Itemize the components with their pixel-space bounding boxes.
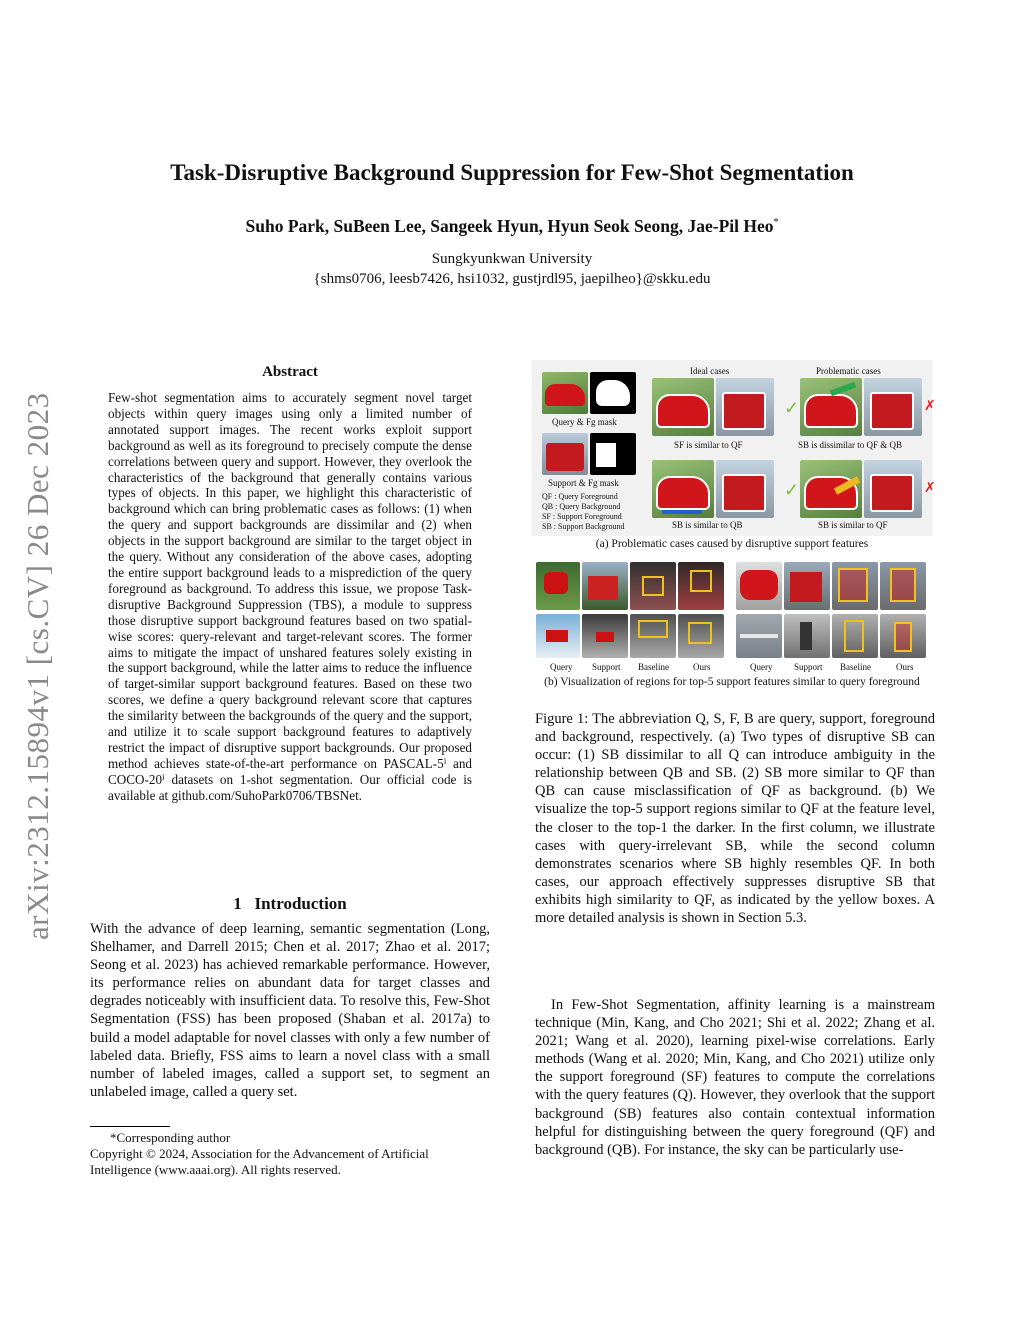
panel-b-thumbnail xyxy=(678,562,724,610)
ideal-query-image xyxy=(652,460,714,518)
problem-query-image xyxy=(800,460,862,518)
ideal-support-image xyxy=(716,378,774,436)
figure-1 xyxy=(532,360,936,696)
introduction-body: With the advance of deep learning, semantic segmentation (Long, Shelhamer, and Darrell 2015; Chen et al. 2017; Zhao et al. 2017; Seong et al. 2023) has achieved remarkable performance. However, its performance relies on abundant data for target classes and degrades noticeably with insufficient data. To resolve this, Few-Shot Segmentation (FSS) has been proposed (Shaban et al. 2017a) to build a model adaptable for novel classes with only a few number of labeled data. Briefly, FSS aims to learn a novel class with a small number of labeled images, called a support set, to segment an unlabeled image, called a query set. xyxy=(90,921,490,1100)
column-label: Baseline xyxy=(638,662,669,672)
figure-caption-b: (b) Visualization of regions for top-5 support features similar to query foreground xyxy=(544,676,920,688)
abbreviation-legend xyxy=(542,492,624,532)
check-icon: ✓ xyxy=(784,480,800,500)
panel-b-thumbnail xyxy=(536,614,580,658)
corresponding-mark: * xyxy=(773,217,779,229)
query-image xyxy=(542,372,588,414)
panel-b-thumbnail xyxy=(736,614,782,658)
support-image xyxy=(542,433,588,475)
figure-1-caption: Figure 1: The abbreviation Q, S, F, B are query, support, foreground and background, respectively. (a) Two types of disruptive SB can occur: (1) SB dissimilar to all Q can introduce ambiguity in the relationship between QB and SB. (2) SB more similar to QF than QB can cause misclassification of QF as background. (b) We visualize the top-5 support regions similar to QF at the feature level, the closer to the top-1 the darker. In the first column, we illustrate cases with query-irrelevant SB, while the second column demonstrates scenarios where SB highly resembles QF. In both cases, our approach effectively suppresses disruptive SB that exhibits high similarity to QF, as indicated by the yellow boxes. A more detailed analysis is shown in Section 5.3. xyxy=(535,711,935,927)
support-mask-label: Support & Fg mask xyxy=(548,478,619,488)
legend-item: SB : Support Background xyxy=(542,522,625,531)
section-number: 1 xyxy=(233,894,242,913)
panel-b-thumbnail xyxy=(582,614,628,658)
query-mask-label: Query & Fg mask xyxy=(552,417,617,427)
column-label: Support xyxy=(794,662,823,672)
support-mask xyxy=(590,433,636,475)
panel-b-thumbnail xyxy=(784,614,830,658)
problem-support-image xyxy=(864,460,922,518)
legend-item: SF : Support Foreground xyxy=(542,512,622,521)
problem-query-image xyxy=(800,378,862,436)
panel-b-thumbnail xyxy=(880,614,926,658)
right-column-body: In Few-Shot Segmentation, affinity learning is a mainstream technique (Min, Kang, and Cho 2021; Shi et al. 2022; Zhang et al. 2021; Wang et al. 2020), learning pixel-wise correlations. Early methods (Wang et al. 2020; Min, Kang, and Cho 2021) utilize only the support foreground (SF) features to compute the correlations with the query features (Q). However, they overlook that the support background (SB) features also contain contextual information helpful for distinguishing between the query foreground (QF) and background (QB). For instance, the sky can be particularly use- xyxy=(535,997,935,1158)
panel-b-thumbnail xyxy=(536,562,580,610)
panel-b-thumbnail xyxy=(832,562,878,610)
author-emails: {shms0706, leesb7426, hsi1032, gustjrdl95, jaepilheo}@skku.edu xyxy=(313,271,711,287)
abstract-body: Few-shot segmentation aims to accurately segment novel target objects within query images using only a limited number of annotated support images. The recent works exploit support background as well as its foreground to precisely compute the dense correlations between query and support. However, they overlook the characteristics of the background that generally contains various types of objects. In this paper, we highlight this characteristic of background which can bring problematic cases as follows: (1) when the query and support backgrounds are dissimilar and (2) when objects in the support background are similar to the target object in the query. Without any consideration of the above cases, adopting the entire support background leads to a misprediction of the query foreground as background. To address this issue, we propose Task-disruptive Background Suppression (TBS), a module to suppress those disruptive support background features based on two spatial-wise scores: query-relevant and target-relevant scores. The former aims to mitigate the impact of unshared features solely existing in the support background, while the latter aims to reduce the influence of target-similar support background features. Based on these two scores, we define a query background relevant score that captures the similarity between the backgrounds of the query and the support, and utilize it to scale support background features to adaptively restrict the impact of disruptive support backgrounds. Our proposed method achieves state-of-the-art performance on PASCAL-5ⁱ and COCO-20ⁱ datasets on 1-shot segmentation. Our official code is available at github.com/SuhoPark0706/TBSNet. xyxy=(108,390,472,803)
author-list xyxy=(0,216,1024,237)
panel-b-thumbnail xyxy=(582,562,628,610)
column-label: Ours xyxy=(693,662,711,672)
column-label: Support xyxy=(592,662,621,672)
panel-b-thumbnail xyxy=(736,562,782,610)
panel-b-thumbnail xyxy=(832,614,878,658)
case-label: SB is similar to QB xyxy=(672,520,743,530)
footnote-rule xyxy=(90,1126,170,1127)
case-label: SB is dissimilar to QF & QB xyxy=(798,440,903,450)
paper-title: Task-Disruptive Background Suppression for Few-Shot Segmentation xyxy=(170,160,854,185)
figure-panel-a xyxy=(532,360,936,536)
check-icon: ✓ xyxy=(784,398,800,418)
panel-b-thumbnail xyxy=(784,562,830,610)
affiliation-block xyxy=(0,249,1024,289)
ideal-support-image xyxy=(716,460,774,518)
column-label: Query xyxy=(750,662,773,672)
problem-support-image xyxy=(864,378,922,436)
section-title: Introduction xyxy=(254,894,347,913)
arxiv-identifier: arXiv:2312.15894v1 [cs.CV] 26 Dec 2023 xyxy=(20,392,55,940)
footnote-block xyxy=(90,1130,490,1178)
problematic-cases-label: Problematic cases xyxy=(816,366,881,376)
cross-icon: ✗ xyxy=(924,481,936,496)
case-label: SF is similar to QF xyxy=(674,440,743,450)
ideal-query-image xyxy=(652,378,714,436)
ideal-cases-label: Ideal cases xyxy=(690,366,730,376)
legend-item: QB : Query Background xyxy=(542,502,621,511)
affiliation: Sungkyunkwan University xyxy=(431,251,593,267)
abstract-heading: Abstract xyxy=(262,364,318,380)
figure-panel-b xyxy=(536,562,932,672)
cross-icon: ✗ xyxy=(924,399,936,414)
column-label: Ours xyxy=(896,662,914,672)
section-heading-introduction xyxy=(90,894,490,914)
panel-b-thumbnail xyxy=(678,614,724,658)
panel-b-thumbnail xyxy=(630,562,676,610)
legend-item: QF : Query Foreground xyxy=(542,492,618,501)
corresponding-author-note: *Corresponding author xyxy=(110,1130,231,1145)
column-label: Baseline xyxy=(840,662,871,672)
figure-caption-a: (a) Problematic cases caused by disruptive support features xyxy=(595,538,869,550)
case-label: SB is similar to QF xyxy=(818,520,888,530)
panel-b-thumbnail xyxy=(630,614,676,658)
copyright-notice: Copyright © 2024, Association for the Advancement of Artificial Intelligence (www.aaai.org). All rights reserved. xyxy=(90,1146,429,1177)
query-mask xyxy=(590,372,636,414)
author-names: Suho Park, SuBeen Lee, Sangeek Hyun, Hyun Seok Seong, Jae-Pil Heo xyxy=(245,216,774,236)
column-label: Query xyxy=(550,662,573,672)
panel-b-thumbnail xyxy=(880,562,926,610)
